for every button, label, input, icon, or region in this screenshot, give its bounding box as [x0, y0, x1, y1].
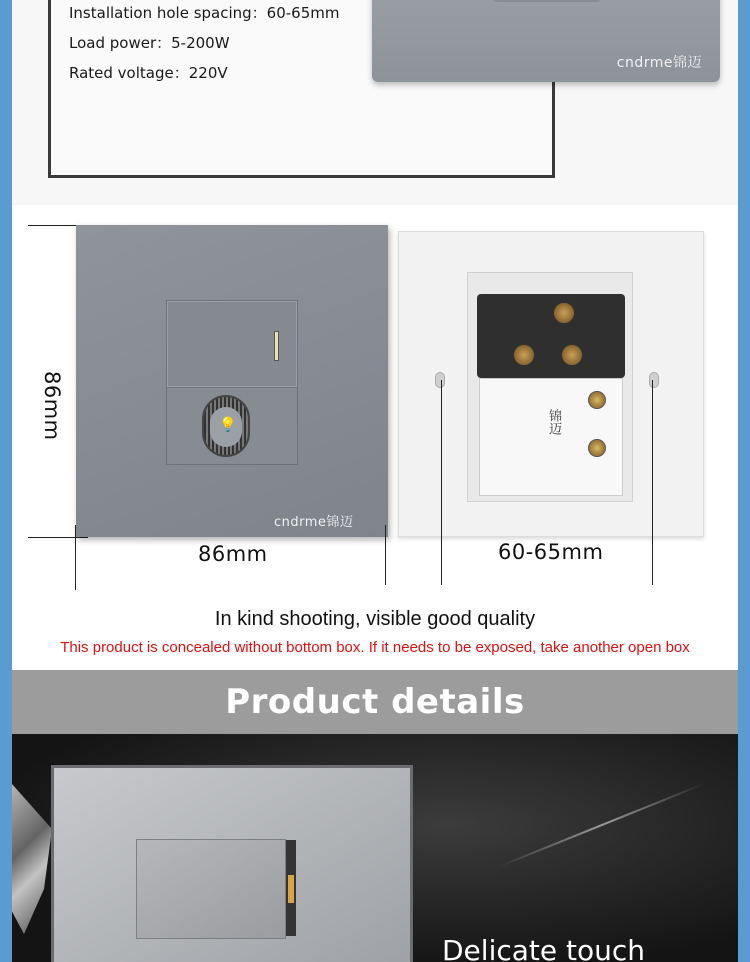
- dim-line-bottom: [28, 537, 88, 538]
- knob-base: [492, 0, 602, 2]
- mounting-slot: [649, 372, 659, 388]
- delicate-touch-caption: Delicate touch: [442, 934, 645, 962]
- terminal-screw: [561, 344, 583, 366]
- callout-connector: [553, 95, 555, 177]
- dimensions-section: [12, 205, 738, 670]
- dim-line-left: [75, 525, 76, 590]
- module-screw: [588, 391, 606, 409]
- spec-hole-spacing: Installation hole spacing：60-65mm: [69, 4, 340, 22]
- light-streak: [500, 783, 705, 867]
- product-details-title: Product details: [225, 682, 525, 722]
- spec-load-power: Load power：5-200W: [69, 34, 230, 52]
- terminal-block: [477, 294, 625, 378]
- notice-caption: This product is concealed without bottom box. If it needs to be exposed, take another open box: [60, 639, 690, 656]
- crystal-decoration: [12, 784, 52, 934]
- rocker-switch: [166, 300, 298, 388]
- height-dimension-label: 86mm: [40, 371, 64, 441]
- switch-module: [479, 378, 623, 496]
- dimmer-plate-image: [372, 0, 720, 82]
- photo-indicator-strip: [286, 840, 296, 936]
- terminal-screw: [513, 344, 535, 366]
- photo-rocker-switch: [136, 839, 286, 939]
- module-label: 锦迈: [546, 409, 561, 435]
- dim-line-right: [385, 525, 386, 585]
- bulb-icon: 💡: [219, 417, 237, 433]
- front-plate-image: [76, 225, 388, 537]
- product-details-header: [12, 670, 738, 734]
- product-photo: [12, 734, 738, 962]
- hole-spacing-label: 60-65mm: [498, 540, 604, 564]
- dim-line-hole-left: [441, 380, 442, 585]
- spec-rated-voltage: Rated voltage：220V: [69, 64, 228, 82]
- spec-section: [12, 0, 738, 205]
- terminal-screw: [553, 302, 575, 324]
- back-plate-image: [398, 231, 704, 537]
- brand-logo: cndrme锦迈: [616, 55, 702, 71]
- dimmer-knob: [202, 395, 250, 457]
- dim-line-hole-right: [652, 380, 653, 585]
- module-screw: [588, 439, 606, 457]
- brand-logo-front: cndrme锦迈: [274, 515, 354, 530]
- width-dimension-label: 86mm: [198, 542, 268, 566]
- knob-face: [210, 407, 242, 447]
- indicator-led: [274, 331, 279, 361]
- quality-caption: In kind shooting, visible good quality: [214, 608, 536, 630]
- mounting-slot: [435, 372, 445, 388]
- dim-line-top: [28, 225, 80, 226]
- product-page: [12, 0, 738, 962]
